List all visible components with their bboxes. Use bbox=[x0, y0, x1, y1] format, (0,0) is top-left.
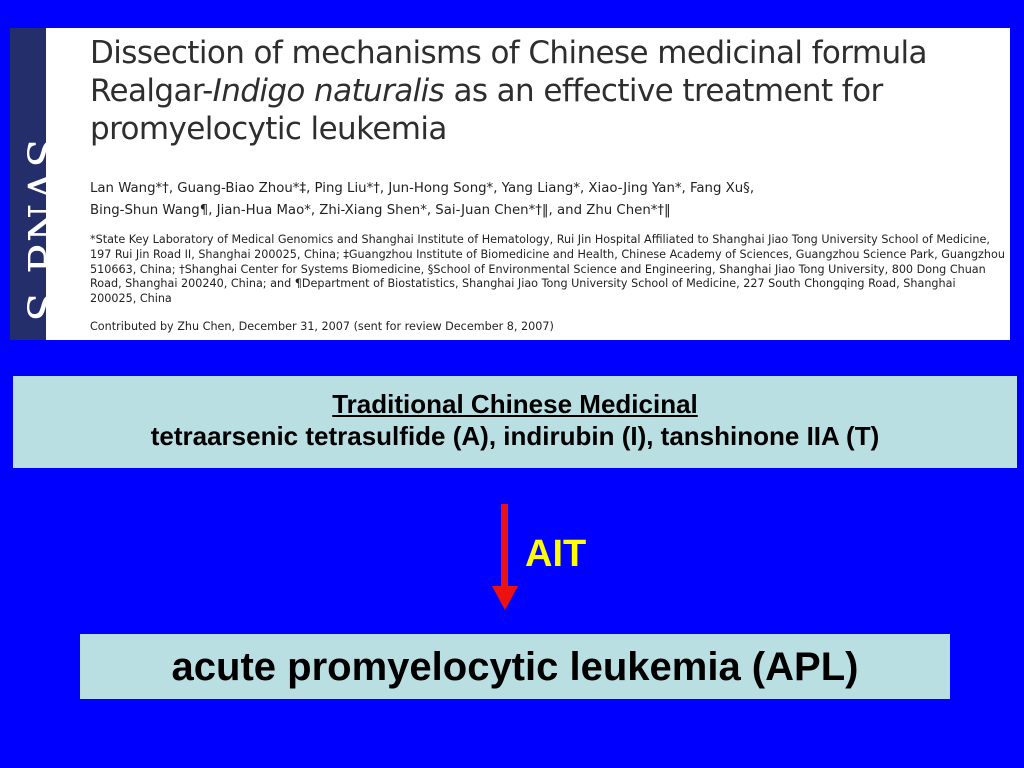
authors-line: Bing-Shun Wang¶, Jian-Hua Mao*, Zhi-Xiang Shen*, Sai-Juan Chen*†‖, and Zhu Chen*†‖ bbox=[90, 203, 671, 218]
arrow-head bbox=[492, 586, 518, 610]
paper-title-part2: as an effective treatment for promyelocytic leukemia bbox=[90, 73, 883, 147]
down-arrow-icon bbox=[490, 504, 520, 610]
paper-contributed-note: Contributed by Zhu Chen, December 31, 2007 (sent for review December 8, 2007) bbox=[90, 320, 554, 333]
tcm-heading: Traditional Chinese Medicinal bbox=[332, 389, 698, 419]
tcm-components: tetraarsenic tetrasulfide (A), indirubin (I), tanshinone IIA (T) bbox=[150, 421, 880, 451]
paper-title-italic: Indigo naturalis bbox=[212, 73, 445, 109]
paper-authors bbox=[90, 178, 990, 222]
authors-line: Lan Wang*†, Guang-Biao Zhou*‡, Ping Liu*†, Jun-Hong Song*, Yang Liang*, Xiao-Jing Yan*, Fang Xu§, bbox=[90, 181, 755, 196]
arrow-shaft bbox=[501, 504, 508, 588]
pnas-spine-logo bbox=[10, 28, 71, 340]
ait-label: AIT bbox=[525, 533, 587, 575]
apl-label: acute promyelocytic leukemia (APL) bbox=[171, 645, 859, 689]
paper-affiliations: *State Key Laboratory of Medical Genomics and Shanghai Institute of Hematology, Rui Jin Hospital Affiliated to Shanghai Jiao Tong University School of Medicine, 197 Rui Jin Road II, Shanghai 200025, China; ‡Guangzhou Institute of Biomedicine and Health, Chinese Academy of Sciences, Guangzhou Science Park, Guangzhou 510663, China; †Shanghai Center for Systems Biomedicine, §School of Environmental Science and Engineering, Shanghai Jiao Tong University, 800 Dong Chuan Road, Shanghai 200240, China; and ¶Department of Biostatistics, Shanghai Jiao Tong University School of Medicine, 227 South Chongqing Road, Shanghai 200025, China bbox=[90, 233, 1005, 306]
paper-title bbox=[90, 34, 970, 148]
pnas-logo-text: S PNAS bbox=[20, 135, 71, 322]
tcm-box bbox=[13, 376, 1017, 468]
paper-title-part1: Dissection of mechanisms of Chinese medicinal formula Realgar- bbox=[90, 35, 927, 109]
apl-box bbox=[80, 634, 950, 699]
paper-header-image bbox=[10, 28, 1010, 340]
